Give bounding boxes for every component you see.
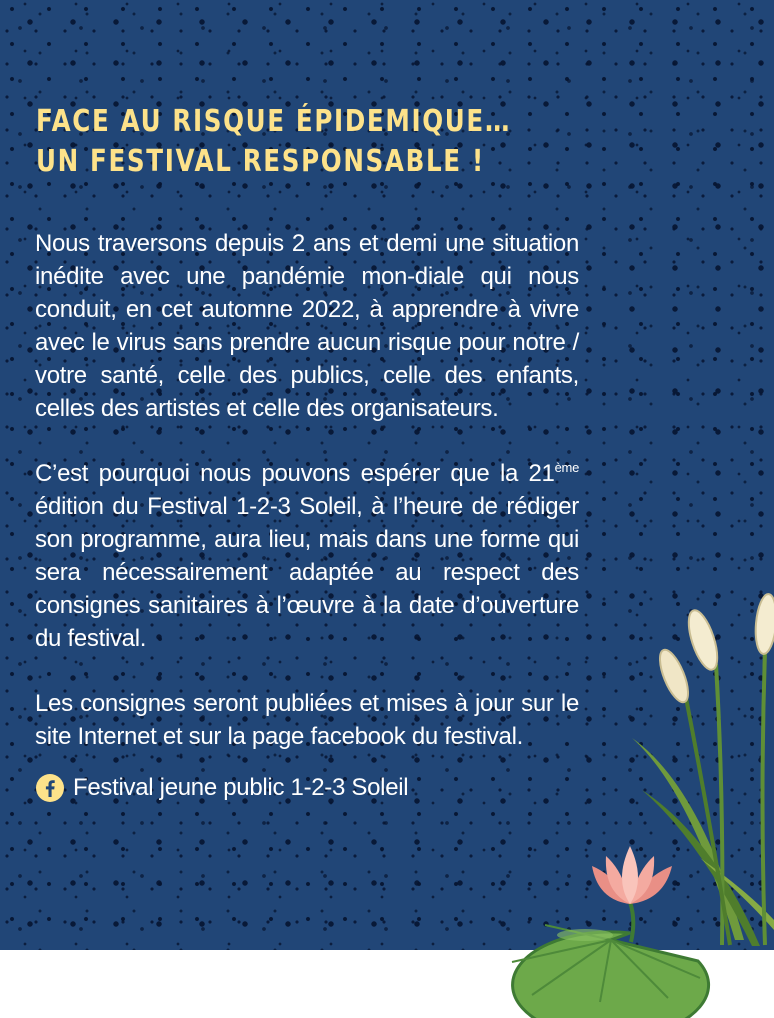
paragraph-edition-end: édition du Festival 1-2-3 Soleil, à l’heure de rédiger son programme, aura lieu, mais dans une forme qui sera nécessairement adaptée au respect des consignes sanitaires à l’œuvre à la date d’ouverture du festival. — [35, 493, 579, 652]
facebook-page-label: Festival jeune public 1-2-3 Soleil — [73, 774, 409, 801]
lily-pad — [512, 925, 709, 1018]
paragraph-pandemic: Nous traversons depuis 2 ans et demi une situation inédite avec une pandémie mon-diale qui nous conduit, en cet automne 2022, à apprendre à vivre avec le virus sans prendre aucun risque pour notre / votre santé, celle des publics, celle des enfants, celles des artistes et celle des organisateurs. — [35, 230, 579, 422]
title-line-1: FACE AU RISQUE ÉPIDEMIQUE… — [36, 104, 512, 139]
lotus-stem — [630, 902, 633, 942]
paragraph-guidelines: Les consignes seront publiées et mises à jour sur le site Internet et sur la page facebook du festival. — [35, 690, 579, 750]
title-line-2: UN FESTIVAL RESPONSABLE ! — [36, 144, 485, 179]
ordinal-superscript: ème — [554, 460, 579, 475]
reed-leaves — [632, 738, 774, 946]
reed-heads — [654, 593, 774, 705]
lotus-flower — [592, 846, 672, 904]
paragraph-edition-start: C’est pourquoi nous pouvons espérer que la 21 — [35, 460, 555, 487]
